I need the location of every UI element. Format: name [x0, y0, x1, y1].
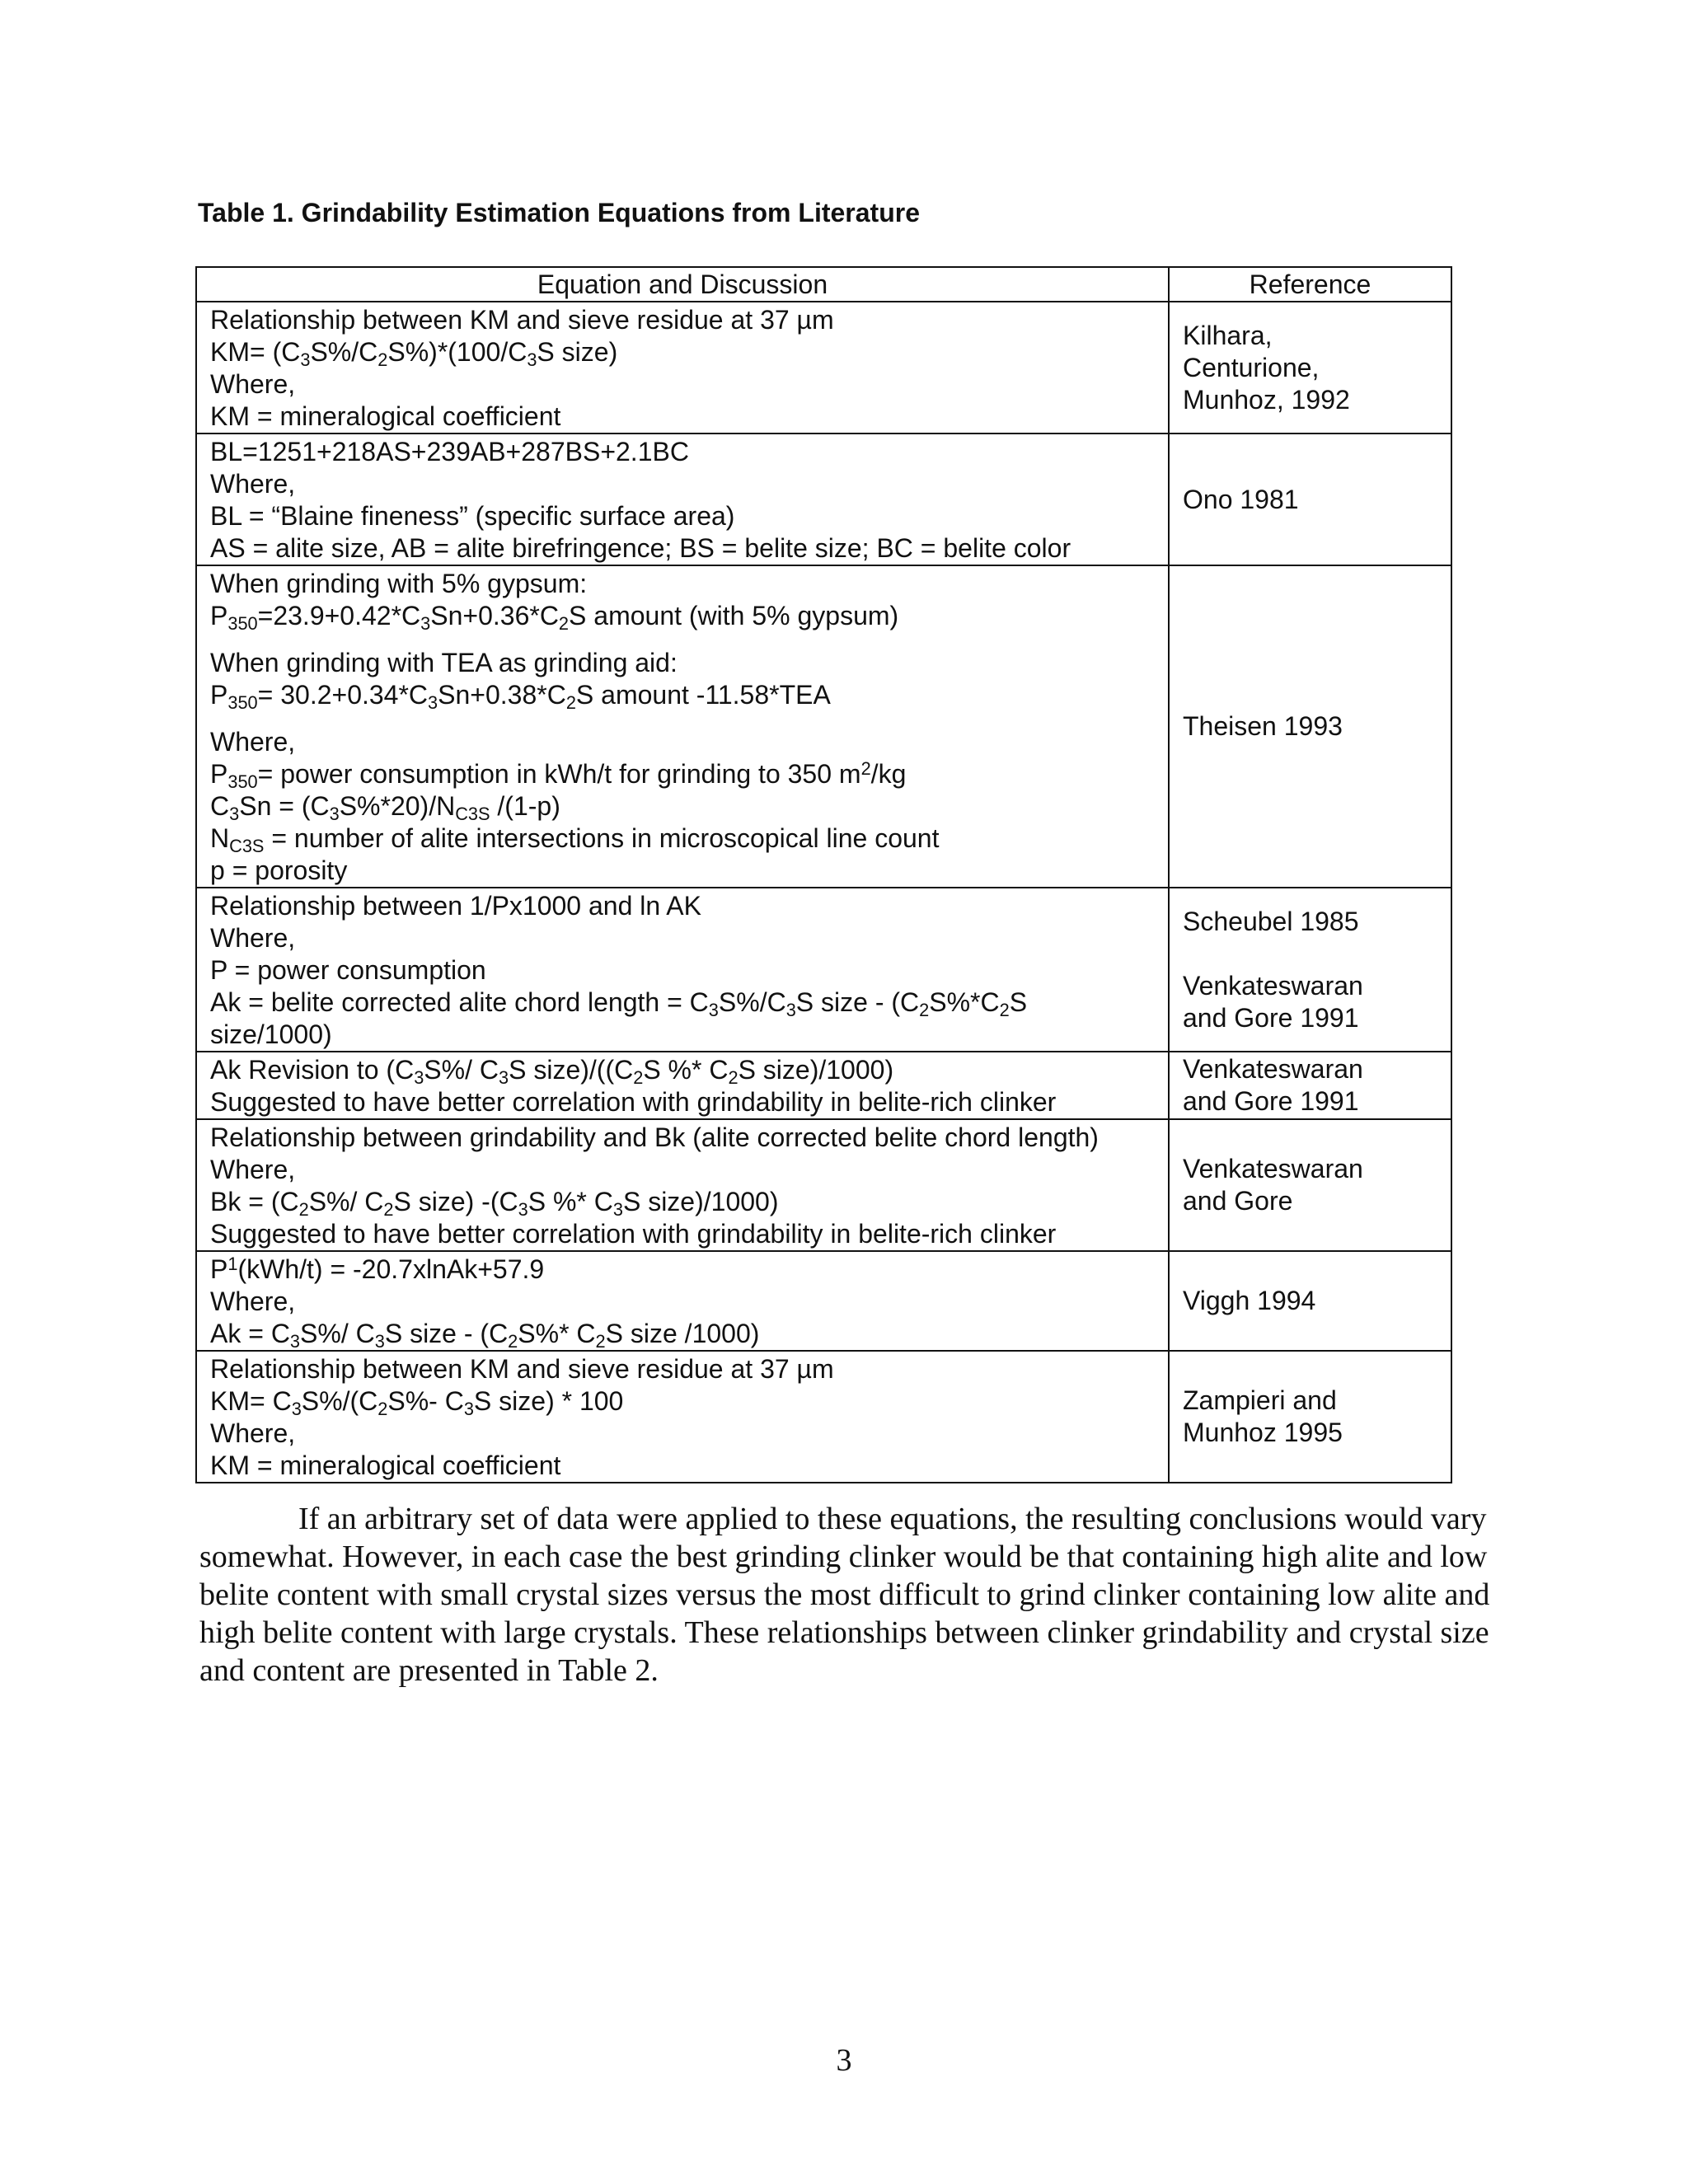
equation-cell	[196, 1351, 1169, 1483]
body-paragraph	[199, 1500, 1502, 1690]
equation-line: $N_{C3S}$ = number of alite intersections in microscopical line count	[210, 823, 940, 857]
paragraph-text: If an arbitrary set of data were applied to these equations, the resulting conclusions would vary somewhat. However, in each case the best grinding clinker would be that containing high alite and low belite content with small crystal sizes versus the most difficult to grind clinker containing low alite and high belite content with large crystals. These relationships between clinker grindability and crystal size and content are presented in Table 2.	[199, 1502, 1490, 1688]
table-row	[196, 302, 1451, 434]
equation-line: $P^1(kWh/t)$ = -20.7xlnAk+57.9	[210, 1254, 545, 1284]
reference-line: and Gore 1991	[1183, 1002, 1359, 1033]
equation-cell	[196, 1119, 1169, 1251]
table-row	[196, 888, 1451, 1052]
equation-line: AS = alite size, AB = alite birefringence; BS = belite size; BC = belite color	[210, 533, 1071, 563]
reference-line: Munhoz 1995	[1183, 1418, 1343, 1447]
reference-cell	[1169, 565, 1451, 888]
table-row	[196, 1052, 1451, 1119]
line-gap	[210, 632, 1155, 647]
table-body	[196, 302, 1451, 1483]
table-row	[196, 1119, 1451, 1251]
line-gap	[210, 711, 1155, 726]
reference-line: Ono 1981	[1183, 484, 1299, 514]
reference-line: Kilhara,	[1183, 320, 1273, 350]
reference-cell	[1169, 1052, 1451, 1119]
reference-line: Theisen 1993	[1183, 711, 1343, 741]
equation-line: Where,	[210, 727, 296, 757]
equation-line: $P_{350}= 30.2+0.34*C_3Sn+0.38*C_2S$ amount -11.58*TEA	[210, 680, 831, 714]
reference-line: Zampieri and	[1183, 1385, 1337, 1415]
equation-cell	[196, 434, 1169, 565]
equation-line: Where,	[210, 1286, 296, 1316]
equation-line: KM = mineralogical coefficient	[210, 401, 561, 431]
reference-cell	[1169, 302, 1451, 434]
reference-cell	[1169, 1119, 1451, 1251]
equation-line: When grinding with 5% gypsum:	[210, 569, 588, 598]
equation-line: Where,	[210, 923, 296, 953]
reference-cell	[1169, 1251, 1451, 1351]
page-number: 3	[836, 2043, 852, 2078]
equation-line: Where,	[210, 1418, 296, 1448]
equation-line: $Ak = C_3S\%/$ $C_3S$ size - ($C_2S\%*$ $C_2S$ size /1000)	[210, 1319, 760, 1352]
reference-line: Viggh 1994	[1183, 1286, 1316, 1315]
table-row	[196, 1351, 1451, 1483]
table-header-row	[196, 267, 1451, 302]
header-reference: Reference	[1169, 267, 1451, 302]
equation-line: $KM= (C_3S\%/C_2S\%)*(100/C_3S$ size)	[210, 337, 618, 371]
reference-cell	[1169, 1351, 1451, 1483]
equation-line: $C_3Sn = (C_3S\%*20)/N_{C3S}$ /(1-p)	[210, 791, 560, 825]
equation-cell	[196, 888, 1169, 1052]
table-row	[196, 565, 1451, 888]
table-row	[196, 434, 1451, 565]
equation-line: Where,	[210, 469, 296, 499]
table-caption: Table 1. Grindability Estimation Equations from Literature	[198, 198, 920, 227]
grindability-equations-table	[195, 266, 1452, 1483]
equation-line: KM = mineralogical coefficient	[210, 1451, 561, 1480]
reference-cell	[1169, 434, 1451, 565]
reference-line: Munhoz, 1992	[1183, 384, 1350, 415]
reference-line: Venkateswaran	[1183, 1054, 1363, 1084]
reference-line: Venkateswaran	[1183, 970, 1363, 1001]
equation-line: $KM= C_3S\%/(C_2S\%-$ $C_3S$ size) * 100	[210, 1386, 624, 1420]
header-equation: Equation and Discussion	[196, 267, 1169, 302]
reference-line: Venkateswaran	[1183, 1154, 1363, 1183]
equation-line: P = power consumption	[210, 955, 486, 985]
equation-line: Relationship between grindability and Bk (alite corrected belite chord length)	[210, 1122, 1099, 1152]
equation-line: BL = “Blaine fineness” (specific surface area)	[210, 501, 735, 531]
equation-line: Suggested to have better correlation with grindability in belite-rich clinker	[210, 1219, 1057, 1249]
equation-cell	[196, 565, 1169, 888]
equation-line: p = porosity	[210, 855, 348, 885]
reference-cell	[1169, 888, 1451, 1052]
equation-line: Relationship between 1/Px1000 and ln AK	[210, 891, 701, 921]
equation-line: BL=1251+218AS+239AB+287BS+2.1BC	[210, 437, 689, 466]
equation-line: When grinding with TEA as grinding aid:	[210, 648, 678, 677]
equation-line: Where,	[210, 369, 296, 399]
reference-line: Scheubel 1985	[1183, 906, 1359, 936]
equation-cell	[196, 1052, 1169, 1119]
reference-line: Centurione,	[1183, 352, 1320, 382]
equation-line: $Bk = (C_2S\%/$ $C_2S$ size) $-(C_3S$ %* $C_3S$ size)/1000)	[210, 1187, 779, 1221]
equation-cell	[196, 302, 1169, 434]
equation-line: Relationship between KM and sieve residue at 37 µm	[210, 1354, 834, 1384]
table-row	[196, 1251, 1451, 1351]
equation-line: Where,	[210, 1155, 296, 1184]
reference-line: and Gore	[1183, 1186, 1293, 1216]
reference-line	[1183, 938, 1439, 970]
equation-line: $P_{350}=23.9+0.42*C_3Sn+0.36*C_2S$ amount (with 5% gypsum)	[210, 601, 899, 635]
reference-line: and Gore 1991	[1183, 1086, 1359, 1116]
equation-line: Ak Revision to ($C_3S\%/$ $C_3S$ $size)/((C_2S$ %* $C_2S$ size)/1000)	[210, 1055, 894, 1089]
equation-line: $P_{350}=$ power consumption in kWh/t for grinding to 350 $m^2/kg$	[210, 758, 907, 793]
equation-line: Suggested to have better correlation with grindability in belite-rich clinker	[210, 1087, 1057, 1117]
equation-cell	[196, 1251, 1169, 1351]
equation-line: Relationship between KM and sieve residue at 37 µm	[210, 305, 834, 335]
equation-line: Ak = belite corrected alite chord length = $C_3S\%/C_3S$ size - ($C_2S\%*C_2S$ size/1000)	[210, 987, 1028, 1049]
